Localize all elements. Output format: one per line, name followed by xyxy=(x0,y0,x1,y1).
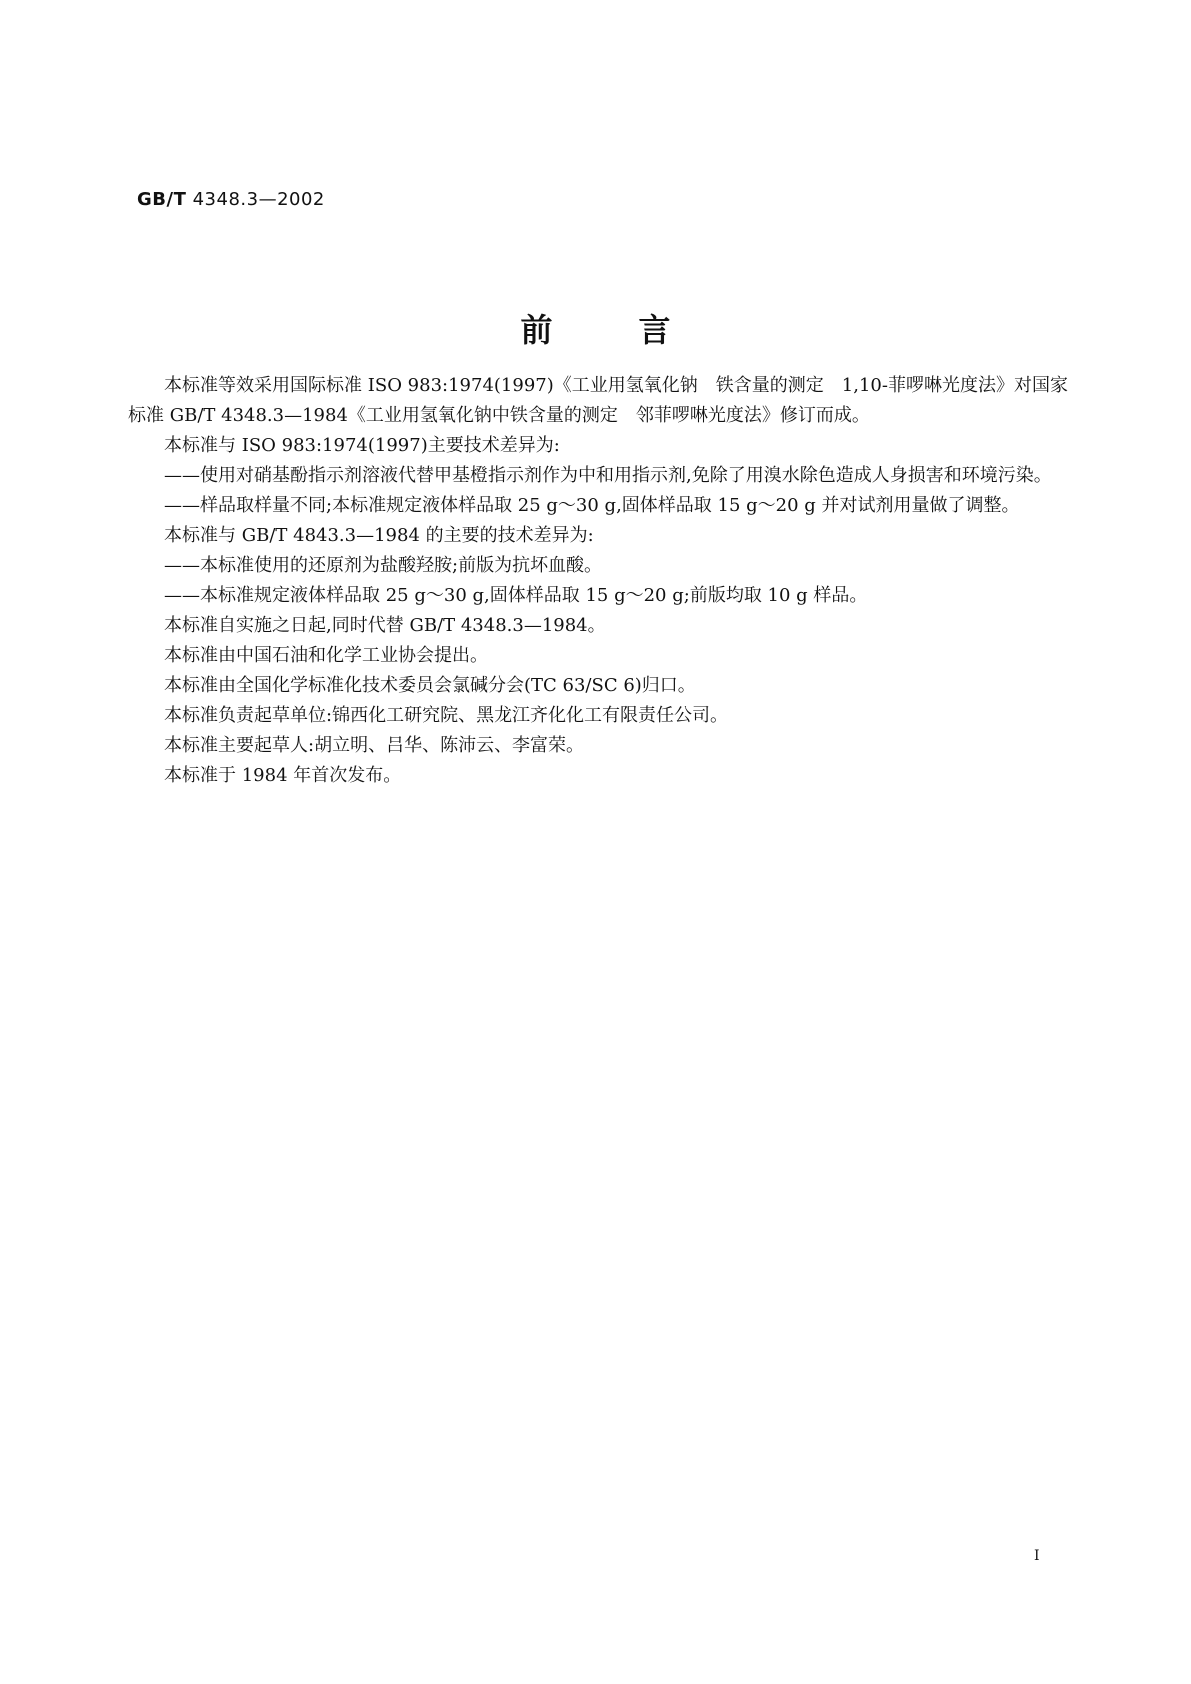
paragraph-iso-diff-indicator: ——使用对硝基酚指示剂溶液代替甲基橙指示剂作为中和用指示剂,免除了用溴水除色造成人身损害和环境污染。 xyxy=(164,465,1052,486)
standard-number: 4348.3—2002 xyxy=(192,189,325,210)
paragraph-gbt-differences: 本标准与 GB/T 4843.3—1984 的主要的技术差异为: xyxy=(164,525,594,546)
paragraph-gbt-diff-reductant: ——本标准使用的还原剂为盐酸羟胺;前版为抗坏血酸。 xyxy=(164,555,603,576)
paragraph-adoption: 本标准等效采用国际标准 ISO 983:1974(1997)《工业用氢氧化钠 铁含量的测定 1,10-菲啰啉光度法》对国家标准 GB/T 4348.3—1984《工业用氢氧化钠中铁含量的测定 邻菲啰啉光度法》修订而成。 xyxy=(128,375,1068,426)
paragraph-iso-differences: 本标准与 ISO 983:1974(1997)主要技术差异为: xyxy=(164,435,560,456)
paragraph-iso-diff-sample: ——样品取样量不同;本标准规定液体样品取 25 g～30 g,固体样品取 15 g～20 g 并对试剂用量做了调整。 xyxy=(164,495,1020,516)
paragraph-replaces: 本标准自实施之日起,同时代替 GB/T 4348.3—1984。 xyxy=(164,615,606,636)
standard-code xyxy=(137,189,325,210)
foreword-body xyxy=(128,371,1068,791)
paragraph-administered-by: 本标准由全国化学标准化技术委员会氯碱分会(TC 63/SC 6)归口。 xyxy=(164,675,696,696)
paragraph-first-issued: 本标准于 1984 年首次发布。 xyxy=(164,765,402,786)
paragraph-gbt-diff-sample: ——本标准规定液体样品取 25 g～30 g,固体样品取 15 g～20 g;前版均取 10 g 样品。 xyxy=(164,585,868,606)
standard-prefix: GB/T xyxy=(137,189,187,210)
paragraph-drafters: 本标准主要起草人:胡立明、吕华、陈沛云、李富荣。 xyxy=(164,735,585,756)
paragraph-drafting-units: 本标准负责起草单位:锦西化工研究院、黑龙江齐化化工有限责任公司。 xyxy=(164,705,729,726)
page-title: 前言 xyxy=(520,311,757,349)
paragraph-proposed-by: 本标准由中国石油和化学工业协会提出。 xyxy=(164,645,488,666)
page-number: I xyxy=(1034,1548,1040,1564)
